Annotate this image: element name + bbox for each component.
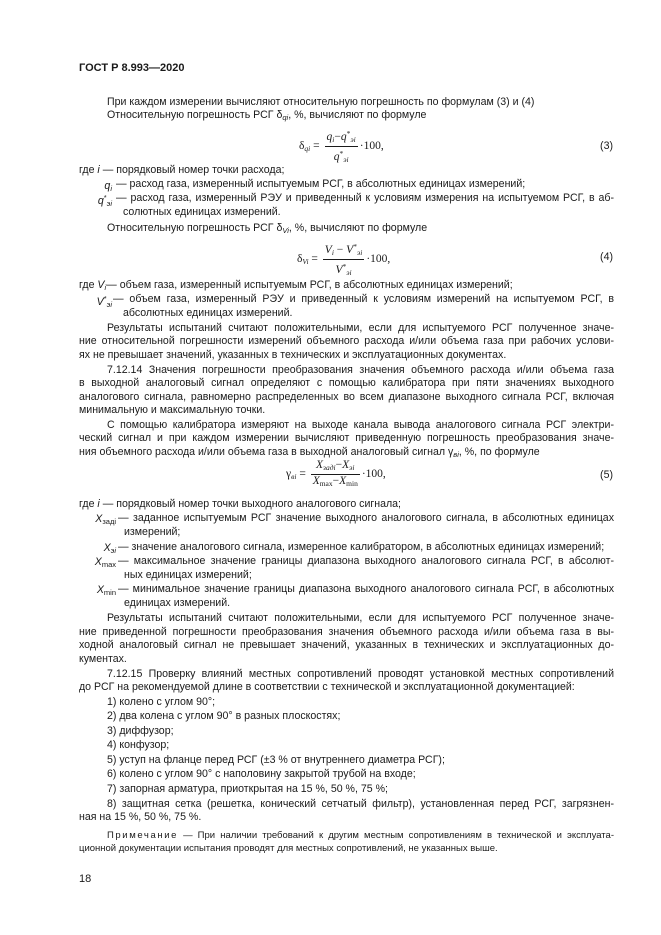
para1-line-1: Результаты испытаний считают положительными, если для испытуемого РСГ полученное значе- — [107, 322, 614, 334]
where5-xz-symbol: $X_{задi}$ — [95, 513, 116, 526]
s71214-line-1: 7.12.14 Значения погрешности преобразования значения объемного расхода и/или объема газа — [107, 364, 614, 376]
para3-line-2: ние приведенной погрешности преобразования значения объемного расхода и/или объема газа в вы- — [79, 626, 614, 638]
page-header: ГОСТ Р 8.993—2020 — [79, 62, 185, 74]
list-item: ная на 15 %, 50 %, 75 %. — [79, 811, 202, 823]
where5-xmin-text-1: — минимальное значение границы диапазона выходного аналогового сигнала РСГ, в абсолютных — [118, 583, 614, 595]
formula-4: $\delta_{Vi}$ = $\frac{V_i - V^*_{эi}}{V^*_{эi}}$ ·100, — [297, 242, 391, 277]
where3-qe-text-2: солютных единицах измерений. — [123, 206, 281, 218]
where5-xe-text: — значение аналогового сигнала, измеренное калибратором, в абсолютных единицах измерений; — [118, 541, 605, 553]
intro-line-2: Относительную погрешность РСГ $\delta_{qi}$, %, вычисляют по формуле — [107, 109, 427, 122]
list-item: 8) защитная сетка (решетка, конический сетчатый фильтр), установленная перед РСГ, загрязнен- — [107, 798, 614, 810]
formula-4-number: (4) — [600, 251, 613, 263]
formula-3: $\delta_{qi}$ = $\frac{q_i-q^*_{эi}}{q^*_{эi}}$ ·100, — [299, 129, 384, 164]
where3-qe-text-1: — расход газа, измеренный РЭУ и приведенный к условиям измерения на испытуемом РСГ, в аб- — [116, 192, 614, 204]
s71214-line-3: аналогового сигнала, равномерно распределенных во всем диапазоне выходного сигнала РСГ, включая — [79, 391, 614, 403]
para2-line-1: С помощью калибратора измеряют на выходе канала вывода аналогового сигнала РСГ электри- — [107, 419, 614, 431]
formula-5: $\gamma_{вi}$ = $\frac{X_{задi}-X_{эi}}{X_{max}-X_{min}}$ ·100, — [286, 459, 386, 488]
where3-q-symbol: $q_i$ — [104, 180, 112, 193]
where5-xmax-symbol: $X_{max}$ — [94, 556, 116, 569]
where5-xmin-symbol: $X_{min}$ — [96, 584, 116, 597]
s71214-line-4: минимальную и максимальную точки. — [79, 404, 266, 416]
list-item: 3) диффузор; — [107, 725, 174, 737]
s71215-line-2: до РСГ на рекомендуемой длине в соответствии с технической и эксплуатационной документацией: — [79, 681, 575, 693]
para2-line-2: ческий сигнал и при каждом измерении вычисляют приведенную погрешность преобразования значе- — [79, 432, 614, 444]
where4-v: где $V_i—$ объем газа, измеренный испытуемым РСГ, в абсолютных единицах измерений; — [79, 279, 513, 292]
where5-i: где i — порядковый номер точки выходного аналогового сигнала; — [79, 498, 401, 510]
note-label: Примечание — [107, 830, 178, 841]
where5-xz-text-2: измерений; — [124, 526, 181, 538]
list-item: 4) конфузор; — [107, 739, 170, 751]
para1-line-3: ях не превышает значений, указанных в технических и эксплуатационных документах. — [79, 349, 507, 361]
page-number: 18 — [79, 873, 92, 885]
s71215-line-1: 7.12.15 Проверку влияний местных сопротивлений проводят установкой местных сопротивлений — [107, 668, 614, 680]
note-line-1: Примечание — При наличии требований к другим местным сопротивлениям в технической и эксплуата- — [107, 830, 614, 841]
list-item: 2) два колена с углом 90° в разных плоскостях; — [107, 710, 341, 722]
formula-5-number: (5) — [600, 469, 613, 481]
para1-line-2: ние относительной погрешности измерений объемного расхода и/или объема газа при рабочих услови- — [79, 335, 614, 347]
para3-line-1: Результаты испытаний считают положительными, если для испытуемого РСГ полученное значе- — [107, 612, 614, 624]
list-item: 1) колено с углом 90°; — [107, 696, 216, 708]
where4-ve-symbol: $V^*_{эi}$ — [96, 294, 112, 309]
where4-ve-text-1: — объем газа, измеренный РЭУ и приведенный к условиям измерений на испытуемом РСГ, в — [113, 293, 614, 305]
intro4: Относительную погрешность РСГ $\delta_{Vi}$, %, вычисляют по формуле — [107, 222, 428, 235]
para3-line-3: ходной аналоговый сигнал не превышает значений, указанных в технических и эксплуатационных до- — [79, 639, 614, 651]
where5-xe-symbol: $X_{эi}$ — [103, 542, 116, 555]
para2-line-3: ния объемного расхода и/или объема газа в выходной аналоговый сигнал $\gamma_{вi}$, %, по формуле — [79, 446, 540, 459]
where4-ve-text-2: абсолютных единицах измерений. — [123, 307, 293, 319]
where5-xz-text-1: — заданное испытуемым РСГ значение выходного аналогового сигнала, в абсолютных единицах — [118, 512, 614, 524]
list-item: 7) запорная арматура, приоткрытая на 15 %, 50 %, 75 %; — [107, 783, 388, 795]
where3-qe-symbol: $q^*_{эi}$ — [97, 193, 112, 208]
formula-3-number: (3) — [600, 140, 613, 152]
s71214-line-2: в выходной аналоговый сигнал определяют с помощью калибратора при пяти значениях выходного — [79, 377, 614, 389]
intro-line-1: При каждом измерении вычисляют относительную погрешность по формулам (3) и (4) — [107, 96, 535, 108]
list-item: 6) колено с углом 90° с наполовину закрытой трубой на входе; — [107, 768, 416, 780]
note-line-2: ционной документации испытания проводят для местных сопротивлений, не указанных выше. — [79, 843, 498, 854]
where5-xmin-text-2: единицах измерений. — [124, 597, 231, 609]
where5-xmax-text-1: — максимальное значение границы диапазона выходного аналогового сигнала РСГ, в абсолют- — [118, 555, 614, 567]
where5-xmax-text-2: ных единицах измерений; — [124, 569, 252, 581]
para3-line-4: кументах. — [79, 653, 127, 665]
list-item: 5) уступ на фланце перед РСГ (±3 % от внутреннего диаметра РСГ); — [107, 754, 445, 766]
where3-q-text: — расход газа, измеренный испытуемым РСГ, в абсолютных единицах измерений; — [116, 178, 526, 190]
where3-i: где i — порядковый номер точки расхода; — [79, 164, 285, 176]
